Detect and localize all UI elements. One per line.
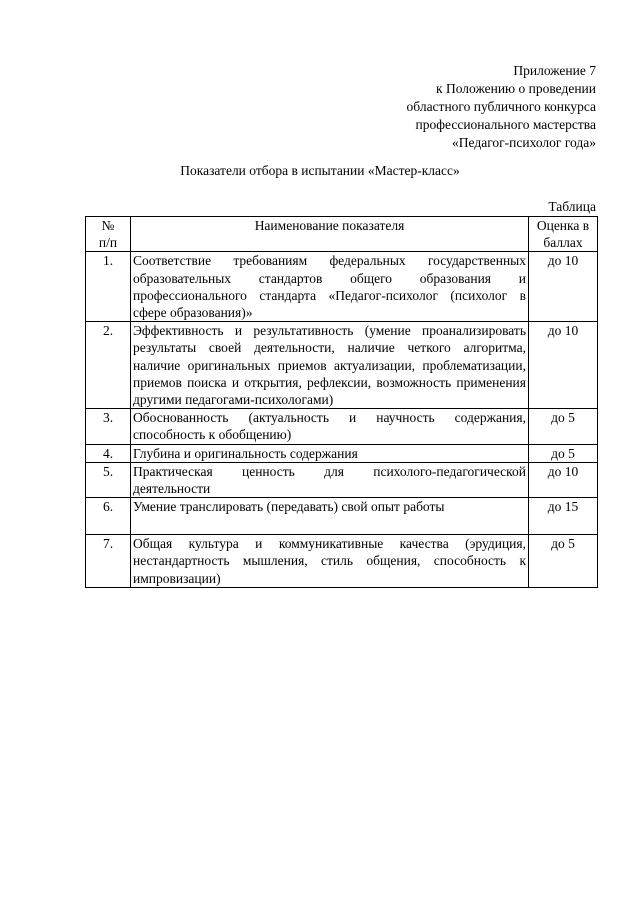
row-number: 4. [86, 444, 131, 462]
table-row [86, 252, 598, 322]
document-title: Показатели отбора в испытании «Мастер-класс» [180, 163, 460, 178]
row-score: до 5 [529, 444, 598, 462]
appendix-line: областного публичного конкурса [406, 99, 596, 114]
row-score: до 10 [529, 322, 598, 409]
row-number: 2. [86, 322, 131, 409]
appendix-line: Приложение 7 [513, 63, 596, 78]
row-number: 5. [86, 462, 131, 497]
header-number-line1: № [101, 218, 115, 233]
table-row [86, 462, 598, 497]
row-name: Практическая ценность для психолого-педагогической деятельности [131, 462, 529, 497]
row-name: Эффективность и результативность (умение проанализировать результаты своей деятельности, наличие четкого алгоритма, наличие оригинальных приемов актуализации, проблематизации, приемов поиска и открытия, рефлексии, возможность применения другими педагогами-психологами) [131, 322, 529, 409]
row-score: до 10 [529, 462, 598, 497]
row-number: 3. [86, 409, 131, 444]
appendix-header [316, 62, 596, 152]
row-name: Обоснованность (актуальность и научность содержания, способность к обобщению) [131, 409, 529, 444]
row-name: Умение транслировать (передавать) свой опыт работы [131, 498, 529, 535]
table-row [86, 535, 598, 588]
row-score: до 5 [529, 535, 598, 588]
header-score-line2: баллах [543, 235, 583, 251]
table-row [86, 444, 598, 462]
header-score-line1: Оценка в [536, 218, 590, 233]
header-number-line2: п/п [98, 235, 118, 251]
row-number: 7. [86, 535, 131, 588]
row-number: 1. [86, 252, 131, 322]
table-row [86, 322, 598, 409]
row-name: Общая культура и коммуникативные качества (эрудиция, нестандартность мышления, стиль общения, способность к импровизации) [131, 535, 529, 588]
row-name: Глубина и оригинальность содержания [131, 444, 529, 462]
row-name: Соответствие требованиям федеральных государственных образовательных стандартов общего образования и профессионального стандарта «Педагог-психолог (психолог в сфере образования)» [131, 252, 529, 322]
table-header-row [86, 217, 598, 252]
table-row [86, 409, 598, 444]
criteria-table [85, 216, 598, 588]
appendix-line: «Педагог-психолог года» [452, 135, 596, 150]
appendix-line: к Положению о проведении [436, 81, 596, 96]
row-score: до 15 [529, 498, 598, 535]
header-name: Наименование показателя [131, 217, 529, 252]
header-score [529, 217, 598, 252]
header-number [86, 217, 131, 252]
row-score: до 10 [529, 252, 598, 322]
table-row [86, 498, 598, 535]
row-number: 6. [86, 498, 131, 535]
appendix-line: профессионального мастерства [415, 117, 596, 132]
row-score: до 5 [529, 409, 598, 444]
table-caption: Таблица [548, 199, 596, 214]
